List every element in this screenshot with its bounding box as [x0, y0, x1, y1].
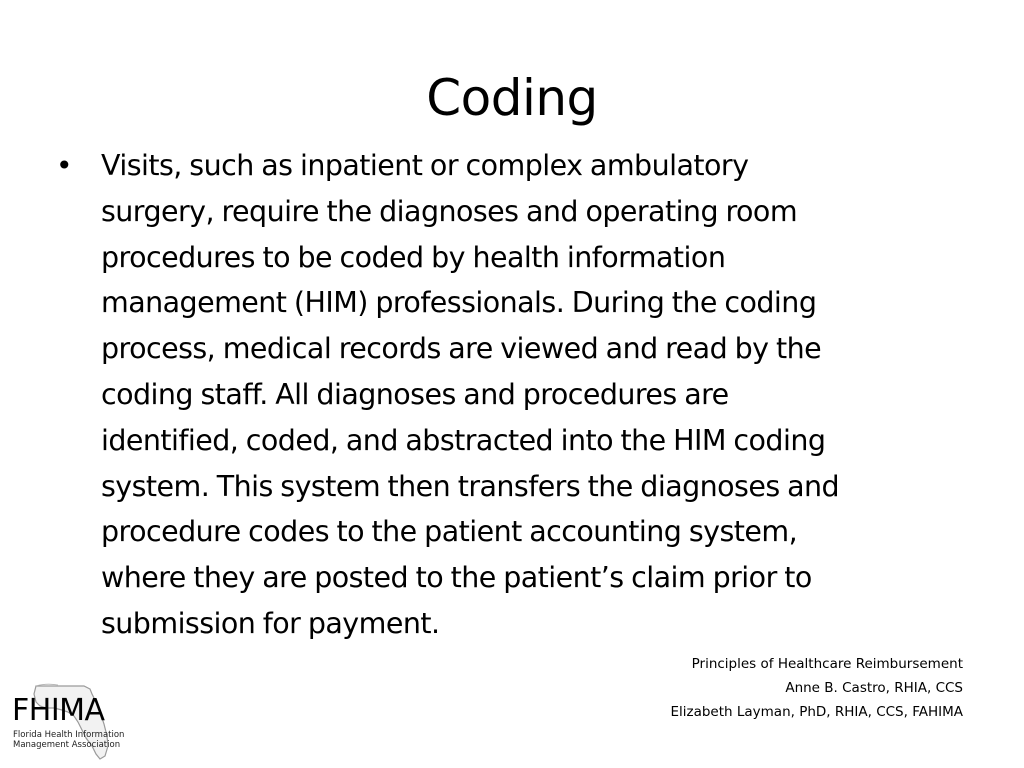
citation-block	[670, 652, 963, 724]
bullet-list	[56, 143, 956, 647]
bullet-item	[56, 143, 956, 647]
logo-subtitle	[13, 730, 124, 750]
bullet-text-line: process, medical records are viewed and read by the	[101, 332, 822, 366]
bullet-text-line: procedure codes to the patient accounting system,	[101, 515, 798, 549]
bullet-text-line: management (HIM) professionals. During the coding	[101, 286, 817, 320]
bullet-text-line: system. This system then transfers the diagnoses and	[101, 469, 840, 503]
bullet-text-line: Visits, such as inpatient or complex ambulatory	[101, 149, 749, 182]
slide-title: Coding	[426, 69, 598, 127]
bullet-text-line: procedures to be coded by health information	[101, 240, 726, 274]
bullet-text-line: submission for payment.	[101, 606, 440, 640]
bullet-text-line: surgery, require the diagnoses and operating room	[101, 194, 798, 228]
logo-subtitle-line: Florida Health Information	[13, 730, 125, 740]
bullet-icon: •	[56, 149, 72, 182]
bullet-text-line: coding staff. All diagnoses and procedures are	[101, 377, 729, 411]
bullet-text-line: where they are posted to the patient’s claim prior to	[101, 561, 812, 595]
logo-subtitle-line: Management Association	[13, 740, 121, 750]
citation-author-1: Anne B. Castro, RHIA, CCS	[785, 680, 963, 696]
citation-book-title: Principles of Healthcare Reimbursement	[691, 656, 963, 672]
citation-author-2: Elizabeth Layman, PhD, RHIA, CCS, FAHIMA	[670, 704, 963, 720]
bullet-text-line: identified, coded, and abstracted into the HIM coding	[101, 423, 826, 457]
fhima-logo	[6, 680, 125, 762]
logo-wordmark: FHIMA	[12, 693, 105, 728]
